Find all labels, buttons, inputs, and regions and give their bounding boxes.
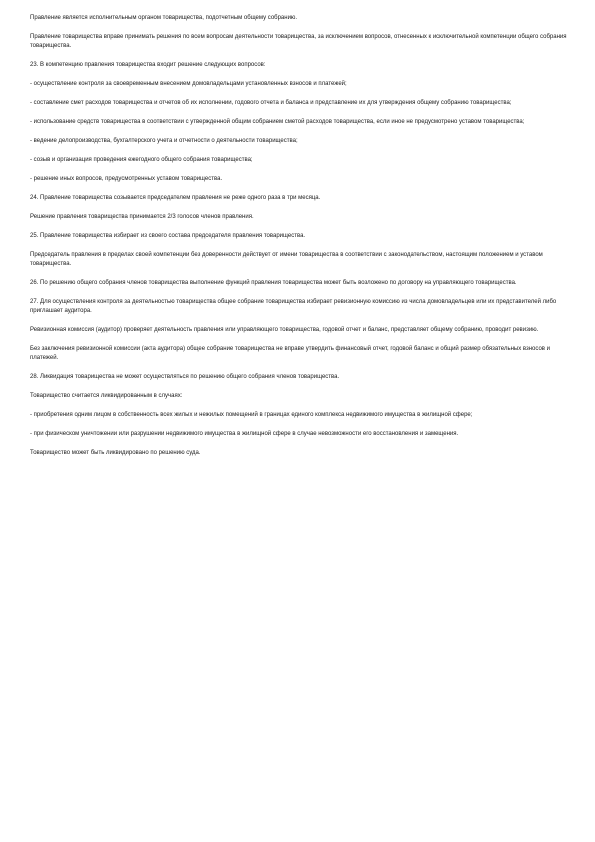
paragraph-15: 27. Для осуществления контроля за деятельностью товарищества общее собрание товарищества избирает ревизионную комиссию из числа домовладельцев или их представителей либо приглашает аудитора. [30,299,557,314]
paragraph-3: 23. В компетенцию правления товарищества входит решение следующих вопросов: [30,62,266,68]
paragraph-6: - использование средств товарищества в соответствии с утвержденной общим собранием сметой расходов товарищества, если иное не предусмотрено уставом товарищества; [30,119,525,125]
paragraph-9: - решение иных вопросов, предусмотренных уставом товарищества. [30,176,223,182]
paragraph-11: Решение правления товарищества принимается 2/3 голосов членов правления. [30,214,254,220]
paragraph-4: - осуществление контроля за своевременным внесением домовладельцами установленных взносов и платежей; [30,81,347,87]
paragraph-10: 24. Правление товарищества созывается председателем правления не реже одного раза в три месяца. [30,195,321,201]
document-page [30,14,570,468]
paragraph-19: Товарищество считается ликвидированным в случаях: [30,393,183,399]
paragraph-16: Ревизионная комиссия (аудитор) проверяет деятельность правления или управляющего товарищества, годовой отчет и баланс, представляет общему собранию, проводит ревизию. [30,327,539,333]
paragraph-13: Председатель правления в пределах своей компетенции без доверенности действует от имени товарищества в соответствии с законодательством, настоящим положением и уставом товарищества. [30,252,543,267]
paragraph-22: Товарищество может быть ликвидировано по решению суда. [30,450,201,456]
paragraph-2: Правление товарищества вправе принимать решения по всем вопросам деятельности товарищества, за исключением вопросов, отнесенных к исключительной компетенции общего собрания товарищества. [30,34,567,49]
paragraph-20: - приобретения одним лицом в собственность всех жилых и нежилых помещений в границах единого комплекса недвижимого имущества в жилищной сфере; [30,412,473,418]
paragraph-5: - составление смет расходов товарищества и отчетов об их исполнении, годового отчета и баланса и представление их для утверждения общему собранию товарищества; [30,100,512,106]
paragraph-8: - созыв и организация проведения ежегодного общего собрания товарищества; [30,157,253,163]
paragraph-17: Без заключения ревизионной комиссии (акта аудитора) общее собрание товарищества не вправе утвердить финансовый отчет, годовой баланс и общий размер обязательных взносов и платежей. [30,346,550,361]
paragraph-21: - при физическом уничтожении или разрушении недвижимого имущества в жилищной сфере в случае невозможности его восстановления и замещения. [30,431,459,437]
paragraph-1: Правление является исполнительным органом товарищества, подотчетным общему собранию. [30,15,298,21]
paragraph-14: 26. По решению общего собрания членов товарищества выполнение функций правления товарищества может быть возложено по договору на управляющего товарищества. [30,280,517,286]
paragraph-12: 25. Правление товарищества избирает из своего состава председателя правления товарищества. [30,233,306,239]
paragraph-7: - ведение делопроизводства, бухгалтерского учета и отчетности о деятельности товарищества; [30,138,298,144]
paragraph-18: 28. Ликвидация товарищества не может осуществляться по решению общего собрания членов товарищества. [30,374,340,380]
